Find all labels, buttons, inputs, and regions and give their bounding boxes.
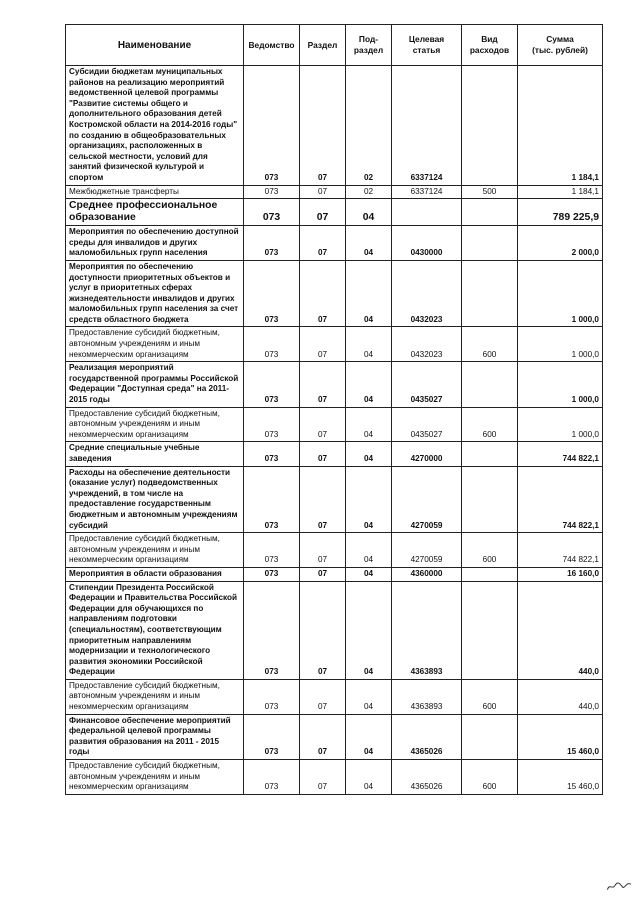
cell-name: Среднее профессиональное образование (66, 199, 244, 226)
cell-section: 07 (300, 581, 346, 679)
cell-dept: 073 (244, 260, 300, 327)
cell-subsection: 04 (346, 533, 392, 568)
cell-section: 07 (300, 362, 346, 407)
table-row (66, 760, 603, 795)
cell-exptype (462, 442, 518, 466)
cell-section: 07 (300, 533, 346, 568)
cell-sum: 744 822,1 (518, 442, 603, 466)
cell-article: 0435027 (392, 407, 462, 442)
cell-dept: 073 (244, 679, 300, 714)
table-row (66, 362, 603, 407)
cell-subsection: 04 (346, 714, 392, 759)
cell-article: 0432023 (392, 327, 462, 362)
cell-exptype: 600 (462, 407, 518, 442)
cell-subsection: 04 (346, 581, 392, 679)
cell-article: 4360000 (392, 567, 462, 581)
cell-article: 4270000 (392, 442, 462, 466)
cell-sum: 440,0 (518, 581, 603, 679)
cell-section: 07 (300, 567, 346, 581)
cell-sum: 15 460,0 (518, 714, 603, 759)
cell-name: Стипендии Президента Российской Федерации и Правительства Российской Федерации для обучающихся по направлениям подготовки (специальностям), соответствующим приоритетным направлениям модернизации и технологического развития экономики Российской Федерации (66, 581, 244, 679)
cell-exptype (462, 226, 518, 261)
cell-name: Субсидии бюджетам муниципальных районов на реализацию мероприятий ведомственной целевой программы "Развитие системы общего и дополнительного образования детей Костромской области на 2014-2016 годы" по созданию в общеобразовательных организациях, расположенных в сельской местности, условий для занятий физической культурой и спортом (66, 66, 244, 186)
cell-name: Мероприятия по обеспечению доступной среды для инвалидов и других маломобильных групп населения (66, 226, 244, 261)
cell-dept: 073 (244, 760, 300, 795)
cell-sum: 1 000,0 (518, 327, 603, 362)
table-body (66, 66, 603, 795)
cell-section: 07 (300, 466, 346, 533)
cell-name: Предоставление субсидий бюджетным, автономным учреждениям и иным некоммерческим организациям (66, 679, 244, 714)
table-row (66, 442, 603, 466)
cell-name: Расходы на обеспечение деятельности (оказание услуг) подведомственных учреждений, в том числе на предоставление государственным бюджетным и автономным учреждениям субсидий (66, 466, 244, 533)
cell-dept: 073 (244, 533, 300, 568)
cell-subsection: 04 (346, 442, 392, 466)
cell-exptype (462, 466, 518, 533)
column-header-sum: Сумма (тыс. рублей) (518, 25, 603, 66)
cell-sum: 1 000,0 (518, 260, 603, 327)
cell-name: Предоставление субсидий бюджетным, автономным учреждениям и иным некоммерческим организациям (66, 760, 244, 795)
cell-subsection: 04 (346, 466, 392, 533)
signature-icon (605, 878, 632, 892)
cell-dept: 073 (244, 407, 300, 442)
cell-exptype (462, 714, 518, 759)
cell-dept: 073 (244, 199, 300, 226)
cell-section: 07 (300, 260, 346, 327)
cell-exptype: 600 (462, 533, 518, 568)
cell-sum: 1 184,1 (518, 185, 603, 199)
cell-exptype (462, 66, 518, 186)
cell-section: 07 (300, 327, 346, 362)
table-row (66, 407, 603, 442)
cell-name: Средние специальные учебные заведения (66, 442, 244, 466)
cell-section: 07 (300, 442, 346, 466)
cell-name: Межбюджетные трансферты (66, 185, 244, 199)
cell-subsection: 04 (346, 679, 392, 714)
table-row (66, 714, 603, 759)
cell-exptype: 500 (462, 185, 518, 199)
cell-dept: 073 (244, 226, 300, 261)
table-row (66, 66, 603, 186)
cell-exptype (462, 260, 518, 327)
cell-article: 0430000 (392, 226, 462, 261)
cell-exptype (462, 199, 518, 226)
table-row (66, 199, 603, 226)
cell-exptype (462, 581, 518, 679)
cell-subsection: 04 (346, 199, 392, 226)
cell-section: 07 (300, 760, 346, 795)
cell-subsection: 04 (346, 567, 392, 581)
cell-subsection: 04 (346, 760, 392, 795)
cell-sum: 440,0 (518, 679, 603, 714)
cell-article: 0435027 (392, 362, 462, 407)
cell-sum: 1 000,0 (518, 407, 603, 442)
cell-article: 4365026 (392, 714, 462, 759)
table-row (66, 581, 603, 679)
cell-sum: 789 225,9 (518, 199, 603, 226)
table-row (66, 567, 603, 581)
cell-section: 07 (300, 199, 346, 226)
table-row (66, 226, 603, 261)
cell-dept: 073 (244, 466, 300, 533)
cell-name: Финансовое обеспечение мероприятий федеральной целевой программы развития образования на 2011 - 2015 годы (66, 714, 244, 759)
cell-article: 6337124 (392, 66, 462, 186)
table-row (66, 679, 603, 714)
table-row (66, 466, 603, 533)
cell-exptype (462, 567, 518, 581)
column-header-article: Целевая статья (392, 25, 462, 66)
column-header-name: Наименование (66, 25, 244, 66)
column-header-section: Раздел (300, 25, 346, 66)
cell-dept: 073 (244, 362, 300, 407)
cell-name: Мероприятия по обеспечению доступности приоритетных объектов и услуг в приоритетных сферах жизнедеятельности инвалидов и других маломобильных групп населения за счет средств областного бюджета (66, 260, 244, 327)
cell-section: 07 (300, 66, 346, 186)
table-row (66, 185, 603, 199)
cell-article (392, 199, 462, 226)
cell-exptype: 600 (462, 679, 518, 714)
cell-sum: 744 822,1 (518, 466, 603, 533)
cell-dept: 073 (244, 66, 300, 186)
cell-subsection: 02 (346, 185, 392, 199)
cell-name: Предоставление субсидий бюджетным, автономным учреждениям и иным некоммерческим организациям (66, 327, 244, 362)
cell-dept: 073 (244, 567, 300, 581)
cell-exptype: 600 (462, 327, 518, 362)
cell-article: 4363893 (392, 679, 462, 714)
cell-dept: 073 (244, 442, 300, 466)
cell-section: 07 (300, 714, 346, 759)
cell-name: Реализация мероприятий государственной программы Российской Федерации "Доступная среда" на 2011-2015 годы (66, 362, 244, 407)
cell-section: 07 (300, 226, 346, 261)
cell-subsection: 04 (346, 260, 392, 327)
cell-section: 07 (300, 679, 346, 714)
column-header-exptype: Вид расходов (462, 25, 518, 66)
budget-table (65, 24, 603, 795)
cell-subsection: 04 (346, 226, 392, 261)
cell-subsection: 04 (346, 362, 392, 407)
cell-article: 4270059 (392, 533, 462, 568)
table-row (66, 533, 603, 568)
cell-article: 0432023 (392, 260, 462, 327)
cell-name: Предоставление субсидий бюджетным, автономным учреждениям и иным некоммерческим организациям (66, 533, 244, 568)
cell-sum: 16 160,0 (518, 567, 603, 581)
cell-sum: 744 822,1 (518, 533, 603, 568)
cell-sum: 15 460,0 (518, 760, 603, 795)
cell-subsection: 04 (346, 407, 392, 442)
cell-sum: 1 000,0 (518, 362, 603, 407)
table-header-row (66, 25, 603, 66)
cell-dept: 073 (244, 185, 300, 199)
cell-section: 07 (300, 185, 346, 199)
cell-subsection: 02 (346, 66, 392, 186)
column-header-dept: Ведомство (244, 25, 300, 66)
cell-article: 4270059 (392, 466, 462, 533)
table-row (66, 327, 603, 362)
column-header-subsection: Под- раздел (346, 25, 392, 66)
cell-dept: 073 (244, 581, 300, 679)
cell-article: 6337124 (392, 185, 462, 199)
table-row (66, 260, 603, 327)
cell-article: 4365026 (392, 760, 462, 795)
cell-sum: 2 000,0 (518, 226, 603, 261)
handwritten-mark (605, 878, 632, 894)
cell-dept: 073 (244, 714, 300, 759)
cell-section: 07 (300, 407, 346, 442)
cell-dept: 073 (244, 327, 300, 362)
cell-name: Мероприятия в области образования (66, 567, 244, 581)
cell-exptype: 600 (462, 760, 518, 795)
cell-article: 4363893 (392, 581, 462, 679)
cell-subsection: 04 (346, 327, 392, 362)
cell-exptype (462, 362, 518, 407)
cell-sum: 1 184,1 (518, 66, 603, 186)
cell-name: Предоставление субсидий бюджетным, автономным учреждениям и иным некоммерческим организациям (66, 407, 244, 442)
